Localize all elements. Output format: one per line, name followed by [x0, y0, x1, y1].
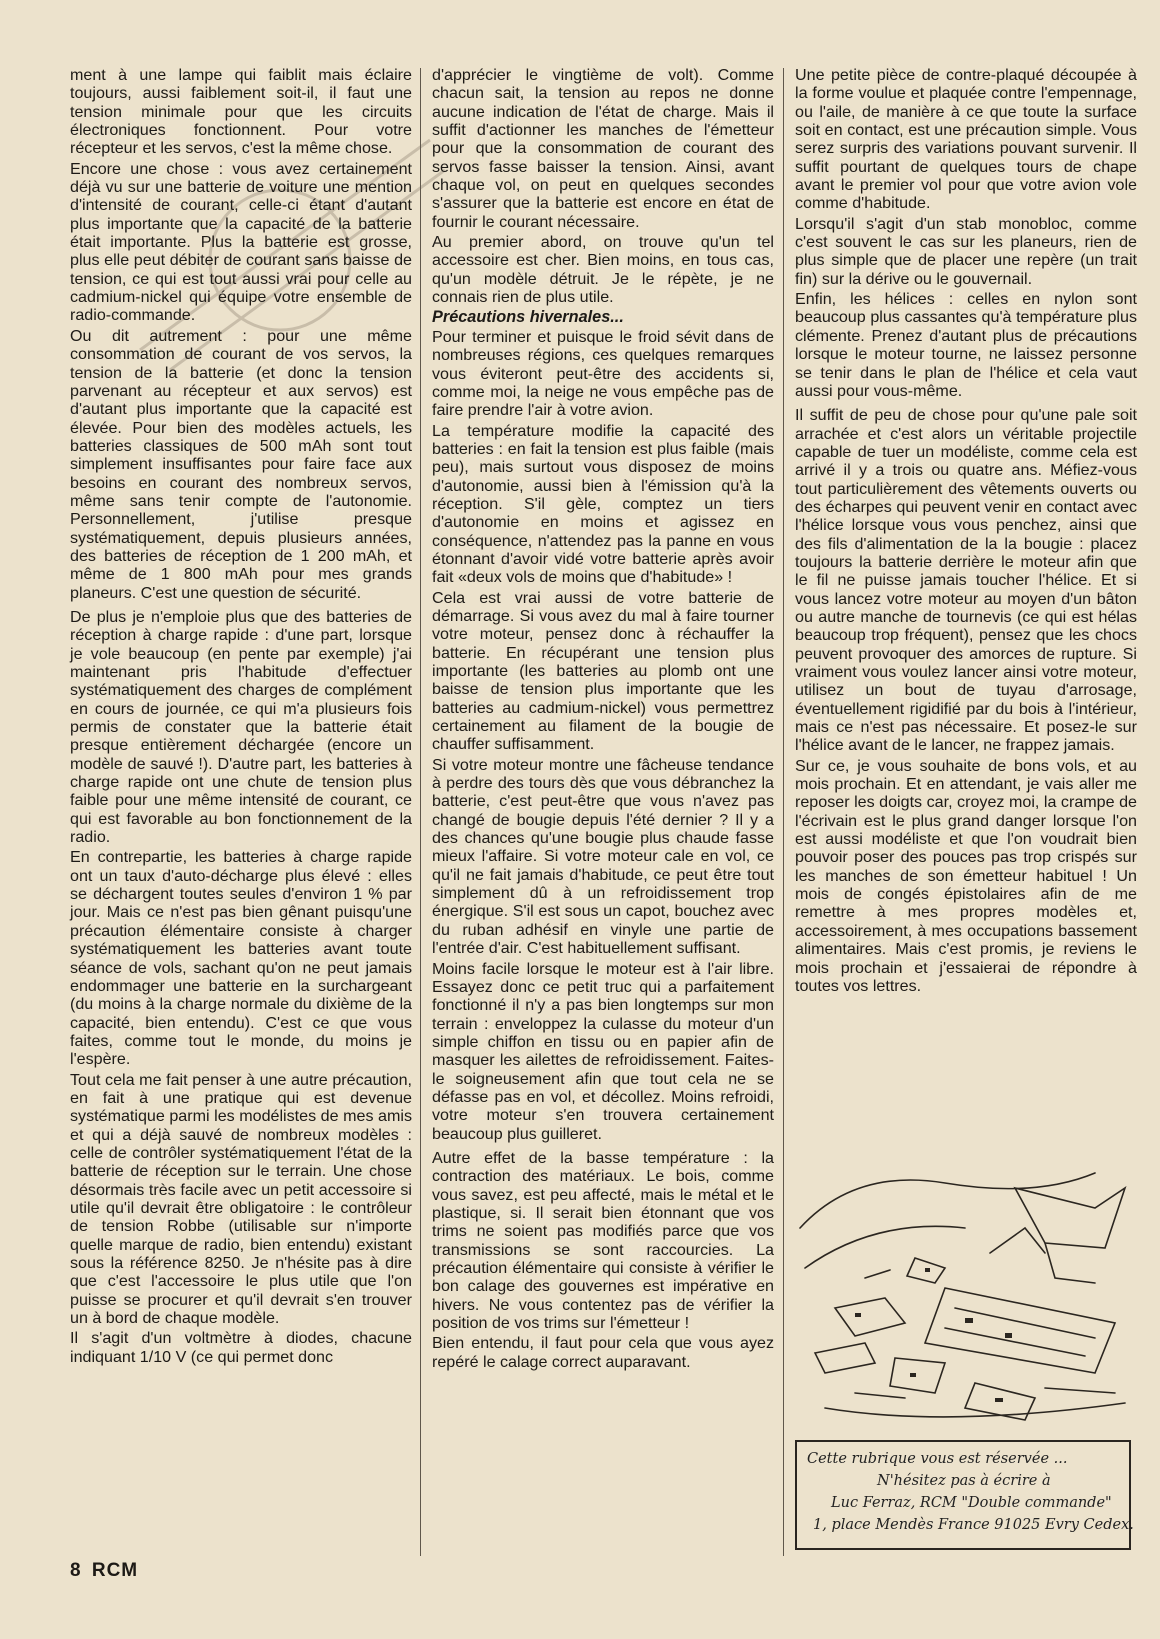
note-line: Cette rubrique vous est réservée ...	[807, 1451, 1068, 1467]
paragraph: d'apprécier le vingtième de volt). Comme chacun sait, la tension au repos ne donne aucune indication de l'état de charge. Mais il suffit d'actionner les manches de l'émetteur pour que la consommation de courant des servos fasse baisser la tension. Ainsi, avant chaque vol, on peut en quelques secondes s'assurer que la batterie est encore en état de fournir le courant nécessaire.	[432, 66, 774, 231]
paragraph: Il suffit de peu de chose pour qu'une pale soit arrachée et c'est alors un véritable projectile capable de tuer un modéliste, comme cela est arrivé il y a trois ou quatre ans. Méfiez-vous tout particulièrement des vêtements ouverts ou des écharpes qui peuvent venir en contact avec l'hélice lorsque vous vous penchez, ainsi que des fils d'alimentation de la la bougie : placez toujours la batterie derrière le moteur afin que le fil ne puisse jamais toucher l'hélice. Et si vous lancez votre moteur au moyen d'un bâton ou autre manche de tournevis (ce qui est hélas beaucoup trop fréquent), pensez que les chocs peuvent provoquer des amorces de rupture. Si vraiment vous voulez lancer ainsi votre moteur, utilisez un bout de tuyau d'arrosage, éventuellement rigidifié par du bois à l'intérieur, mais ce n'est pas nécessaire. Et posez-le sur l'hélice avant de le lancer, ne frappez jamais.	[795, 406, 1137, 755]
paragraph: Bien entendu, il faut pour cela que vous ayez repéré le calage correct auparavant.	[432, 1334, 774, 1371]
section-heading: Précautions hivernales...	[432, 308, 624, 327]
paragraph: En contrepartie, les batteries à charge rapide ont un taux d'auto-décharge plus élevé : elles se déchargent toutes seules d'environ 1 % par jour. Mais ce n'est pas bien gênant puisqu'une précaution élémentaire consiste à charger systématiquement les batteries avant toute séance de vols, sachant qu'on ne peut jamais endommager une batterie en la surchargeant (du moins à la charge normale du dixième de la capacité, bien entendu). C'est ce que vous faites, comme tout le monde, du moins je l'espère.	[70, 848, 412, 1069]
crashed-plane-sketch-icon	[795, 1158, 1140, 1433]
paragraph: Au premier abord, on trouve qu'un tel accessoire est cher. Bien moins, en tous cas, qu'un modèle détruit. Je le répète, je ne connais rien de plus utile.	[432, 233, 774, 307]
note-line: 1, place Mendès France 91025 Evry Cedex.	[813, 1517, 1134, 1533]
column-divider	[420, 68, 421, 1556]
paragraph: Moins facile lorsque le moteur est à l'air libre. Essayez donc ce petit truc qui a parfaitement fonctionné il n'y a pas bien longtemps sur mon terrain : enveloppez la culasse du moteur d'un simple chiffon en tissu ou en papier afin de masquer les ailettes de refroidissement. Faites-le soigneusement afin que tout cela ne se défasse pas en vol, et décollez. Moins refroidi, votre moteur s'en trouvera certainement beaucoup plus guilleret.	[432, 959, 774, 1143]
paragraph: Sur ce, je vous souhaite de bons vols, et au mois prochain. Et en attendant, je vais aller me reposer les doigts car, croyez moi, la crampe de l'écrivain est le plus grand danger lorsque l'on est aussi modéliste et que l'on voudrait bien pouvoir poser des pouces pas trop crispés sur les manches de son émetteur habituel ! Un mois de congés épistolaires afin de me remettre à mes propres modèles et, accessoirement, à mes occupations bassement alimentaires. Mais c'est promis, je reviens le mois prochain et j'essaierai de répondre à toutes vos lettres.	[795, 756, 1137, 995]
paragraph: Encore une chose : vous avez certainement déjà vu sur une batterie de voiture une mention d'intensité de courant, celle-ci étant d'autant plus importante que la capacité de la batterie était importante. Plus la batterie est grosse, plus elle peut débiter de courant sans baisse de tension, ce qui est tout aussi vrai pour celle au cadmium-nickel qui équipe votre ensemble de radio-commande.	[70, 159, 412, 325]
paragraph: Si votre moteur montre une fâcheuse tendance à perdre des tours dès que vous débranchez la batterie, c'est peut-être que vous n'avez pas changé de bougie depuis l'été dernier ? Il y a des chances qu'une bougie plus chaude fasse mieux l'affaire. Si votre moteur cale en vol, ce qu'il ne fait jamais d'habitude, ce peut être tout simplement dû à un refroidissement trop énergique. S'il est sous un capot, bouchez avec du ruban adhésif en vinyle une partie de l'entrée d'air. C'est habituellement suffisant.	[432, 755, 774, 958]
paragraph: Ou dit autrement : pour une même consommation de courant de vos servos, la tension de la batterie (et donc la tension parvenant au récepteur et aux servos) est d'autant plus importante que la capacité est élevée. Pour bien des modèles actuels, les batteries classiques de 500 mAh sont tout simplement insuffisantes pour faire face aux besoins en courant des nombreux servos, même sans tenir compte de l'autonomie. Personnellement, j'utilise presque systématiquement, depuis plusieurs années, des batteries de réception de 1 200 mAh, et même de 1 800 mAh pour mes grands planeurs. C'est une question de sécurité.	[70, 326, 412, 602]
column-2	[432, 66, 774, 1373]
publication-logo: RCM	[91, 1560, 139, 1581]
paragraph: La température modifie la capacité des batteries : en fait la tension est plus faible (mais peu), mais surtout vous disposez de moins d'autonomie, aussi bien à l'émission qu'à la réception. S'il gèle, comptez un tiers d'autonomie en moins et agissez en conséquence, n'attendez pas la panne en vous étonnant d'avoir vidé votre batterie après avoir fait «deux vols de moins que d'habitude» !	[432, 421, 774, 587]
paragraph: Tout cela me fait penser à une autre précaution, en fait à une pratique qui est devenue systématique parmi les modélistes de mes amis et qui a déjà sauvé de nombreux modèles : celle de contrôler systématiquement l'état de la batterie de réception sur le terrain. Une chose désormais très facile avec un petit accessoire si utile qu'il devrait être obligatoire : le contrôleur de tension Robbe (utilisable sur n'importe quelle marque de radio, bien entendu) existant sous la référence 8250. Je n'hésite pas à dire que c'est l'accessoire le plus utile que l'on puisse se procurer et qu'il devrait s'en trouver un à bord de chaque modèle.	[70, 1070, 412, 1328]
reader-mail-box	[795, 1440, 1134, 1550]
paragraph: Enfin, les hélices : celles en nylon sont beaucoup plus cassantes qu'à température plus clémente. Prenez d'autant plus de précautions lorsque le moteur tourne, ne laissez personne se tenir dans le plan de l'hélice et cela vaut aussi pour vous-même.	[795, 290, 1137, 400]
column-divider	[783, 68, 784, 1556]
paragraph: Lorsqu'il s'agit d'un stab monobloc, comme c'est souvent le cas sur les planeurs, rien de plus simple que de placer une repère (un trait fin) sur la dérive ou le gouvernail.	[795, 214, 1137, 288]
paragraph: ment à une lampe qui faiblit mais éclaire toujours, aussi faiblement soit-il, il faut une tension minimale pour que les circuits électroniques fonctionnent. Pour votre récepteur et les servos, c'est la même chose.	[70, 66, 412, 158]
page-number: 8	[70, 1560, 81, 1581]
paragraph: Il s'agit d'un voltmètre à diodes, chacune indiquant 1/10 V (ce qui permet donc	[70, 1329, 412, 1366]
page-footer	[70, 1560, 138, 1582]
paragraph: De plus je n'emploie plus que des batteries de réception à charge rapide : d'une part, lorsque je vole beaucoup (en pente par exemple) j'ai maintenant pris l'habitude d'effectuer systématiquement des charges de complément en cours de journée, ce qui m'a plusieurs fois permis de constater que la batterie était presque entièrement déchargée (encore un modèle de sauvé !). D'autre part, les batteries à charge rapide ont une chute de tension plus faible pour une même intensité de courant, ce qui est favorable au bon fonctionnement de la radio.	[70, 607, 412, 847]
paragraph: Cela est vrai aussi de votre batterie de démarrage. Si vous avez du mal à faire tourner votre moteur, pensez donc à réchauffer la batterie. En récupérant une tension plus importante (les batteries au plomb ont une baisse de tension plus importante que les batteries au cadmium-nickel) vous permettrez certainement au filament de la bougie de chauffer suffisamment.	[432, 588, 774, 754]
paragraph: Pour terminer et puisque le froid sévit dans de nombreuses régions, ces quelques remarques vous éviteront peut-être des accidents si, comme moi, la neige ne vous empêche pas de faire prendre l'air à votre avion.	[432, 327, 774, 420]
paragraph: Une petite pièce de contre-plaqué découpée à la forme voulue et plaquée contre l'empennage, ou l'aile, de manière à ce que toute la surface soit en contact, est une précaution simple. Vous serez surpris des variations pouvant survenir. Il suffit pourtant de quelques tours de chape avant le premier vol pour que votre avion vole comme d'habitude.	[795, 66, 1137, 213]
paragraph: Autre effet de la basse température : la contraction des matériaux. Le bois, comme vous savez, est peu affecté, mais le métal et le plastique, si. Il serait bien étonnant que vos trims ne soient pas modifiés parce que vos transmissions se sont raccourcies. La précaution élémentaire qui consiste à vérifier le bon calage des gouvernes est impérative en hivers. Ne vous contentez pas de vérifier la position de vos trims sur l'émetteur !	[432, 1148, 774, 1333]
column-1	[70, 66, 412, 1368]
note-line: N'hésitez pas à écrire à	[877, 1473, 1051, 1489]
note-line: Luc Ferraz, RCM "Double commande"	[831, 1495, 1112, 1511]
column-3	[795, 66, 1137, 997]
